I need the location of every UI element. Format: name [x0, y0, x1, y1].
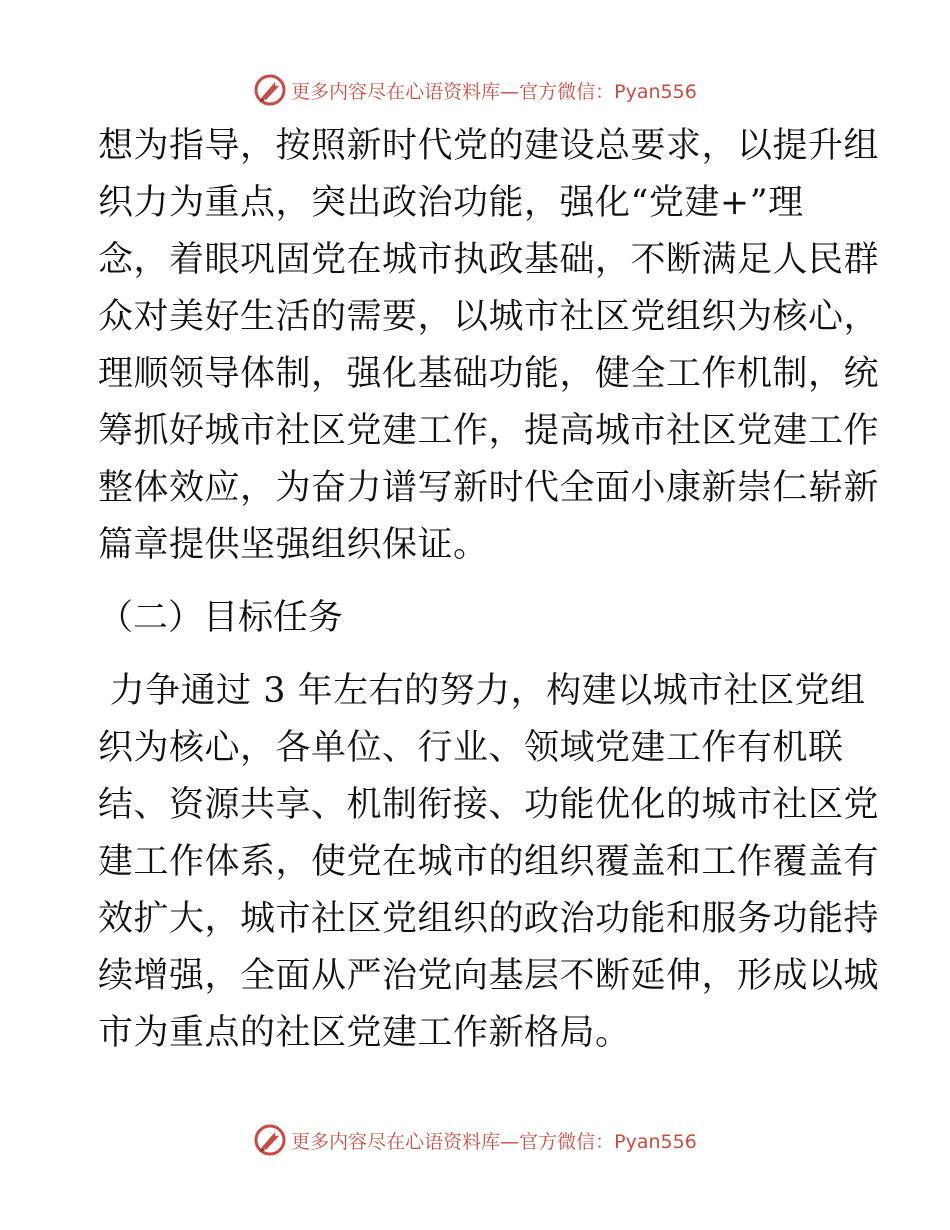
section-heading: （二）目标任务	[98, 598, 344, 638]
text-line: 理顺领导体制，强化基础功能，健全工作机制，统	[98, 354, 880, 394]
text-line: 效扩大，城市社区党组织的政治功能和服务功能持	[98, 899, 880, 939]
footer-watermark	[0, 1120, 950, 1160]
text-line: 众对美好生活的需要，以城市社区党组织为核心，	[98, 297, 880, 337]
paragraph-1	[98, 118, 880, 574]
text-line: 市为重点的社区党建工作新格局。	[98, 1013, 631, 1053]
text-line: 筹抓好城市社区党建工作，提高城市社区党建工作	[98, 411, 880, 451]
pen-logo-icon	[253, 73, 287, 107]
text-line: 续增强，全面从严治党向基层不断延伸，形成以城	[98, 956, 880, 996]
text-line: 想为指导，按照新时代党的建设总要求，以提升组	[98, 126, 880, 166]
watermark-text: 更多内容尽在心语资料库—官方微信：Pyan556	[291, 80, 697, 103]
paragraph-2	[98, 663, 880, 1062]
text-line: 织为核心，各单位、行业、领域党建工作有机联	[98, 728, 844, 768]
watermark-text: 更多内容尽在心语资料库—官方微信：Pyan556	[291, 1130, 697, 1153]
text-line: 整体效应，为奋力谱写新时代全面小康新崇仁崭新	[98, 468, 880, 508]
text-line: 织力为重点，突出政治功能，强化“党建+”理	[98, 183, 804, 223]
document-body	[98, 118, 880, 1062]
text-line: 篇章提供坚强组织保证。	[98, 525, 489, 565]
text-line: 力争通过 3 年左右的努力，构建以城市社区党组	[98, 671, 866, 711]
text-line: 结、资源共享、机制衔接、功能优化的城市社区党	[98, 785, 880, 825]
text-line: 念，着眼巩固党在城市执政基础，不断满足人民群	[98, 240, 880, 280]
header-watermark	[0, 70, 950, 110]
pen-logo-icon	[253, 1123, 287, 1157]
text-line: 建工作体系，使党在城市的组织覆盖和工作覆盖有	[98, 842, 880, 882]
